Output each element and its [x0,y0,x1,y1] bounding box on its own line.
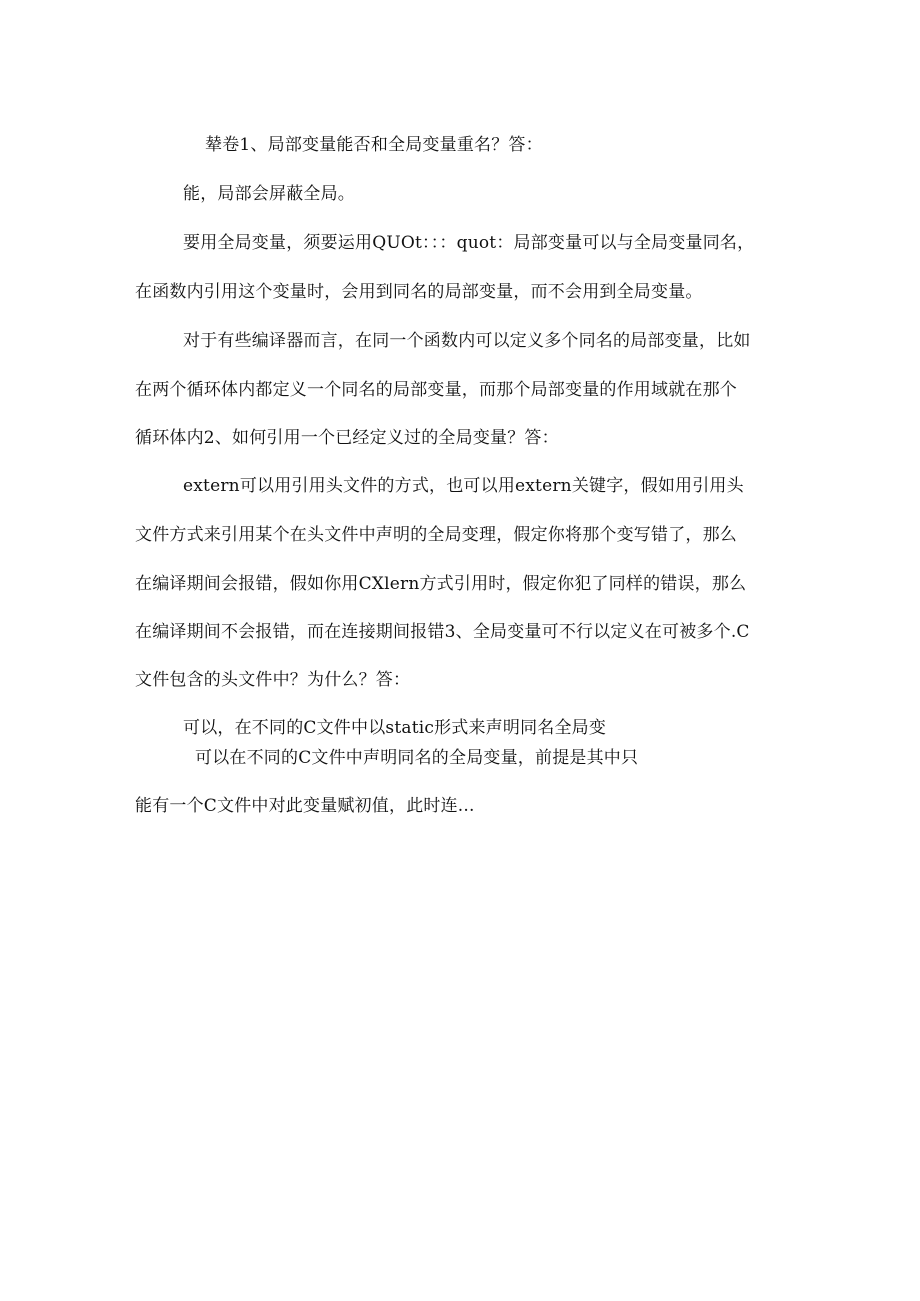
text-line-11: 在编译期间不会报错，而在连接期间报错3、全局变量可不行以定义在可被多个.C [135,622,750,642]
text-line-7: 循环体内2、如何引用一个已经定义过的全局变量？答： [135,428,559,448]
text-line-9: 文件方式来引用某个在头文件中声明的全局变理，假定你将那个变写错了，那么 [135,525,737,545]
text-line-3: 要用全局变量，须要运用QUOt：：：quot：局部变量可以与全局变量同名， [183,233,755,253]
text-line-4: 在函数内引用这个变量时，会用到同名的局部变量，而不会用到全局变量。 [135,282,703,302]
text-line-12: 文件包含的头文件中？为什么？答： [135,670,411,690]
text-line-8: extern可以用引用头文件的方式，也可以用extern关键字，假如用引用头 [183,476,744,496]
text-line-14: 可以在不同的C文件中声明同名的全局变量，前提是其中只 [195,748,639,768]
text-line-2: 能，局部会屏蔽全局。 [183,184,355,204]
text-line-6: 在两个循环体内都定义一个同名的局部变量，而那个局部变量的作用域就在那个 [135,380,737,400]
text-line-10: 在编译期间会报错，假如你用CXlern方式引用时，假定你犯了同样的错误，那么 [135,574,747,594]
text-line-1: 辇卷1、局部变量能否和全局变量重名？答： [205,135,543,155]
text-line-15: 能有一个C文件中对此变量赋初值，此时连... [135,796,475,816]
text-line-13: 可以，在不同的C文件中以static形式来声明同名全局变 [183,718,607,738]
text-line-5: 对于有些编译器而言，在同一个函数内可以定义多个同名的局部变量，比如 [183,331,751,351]
